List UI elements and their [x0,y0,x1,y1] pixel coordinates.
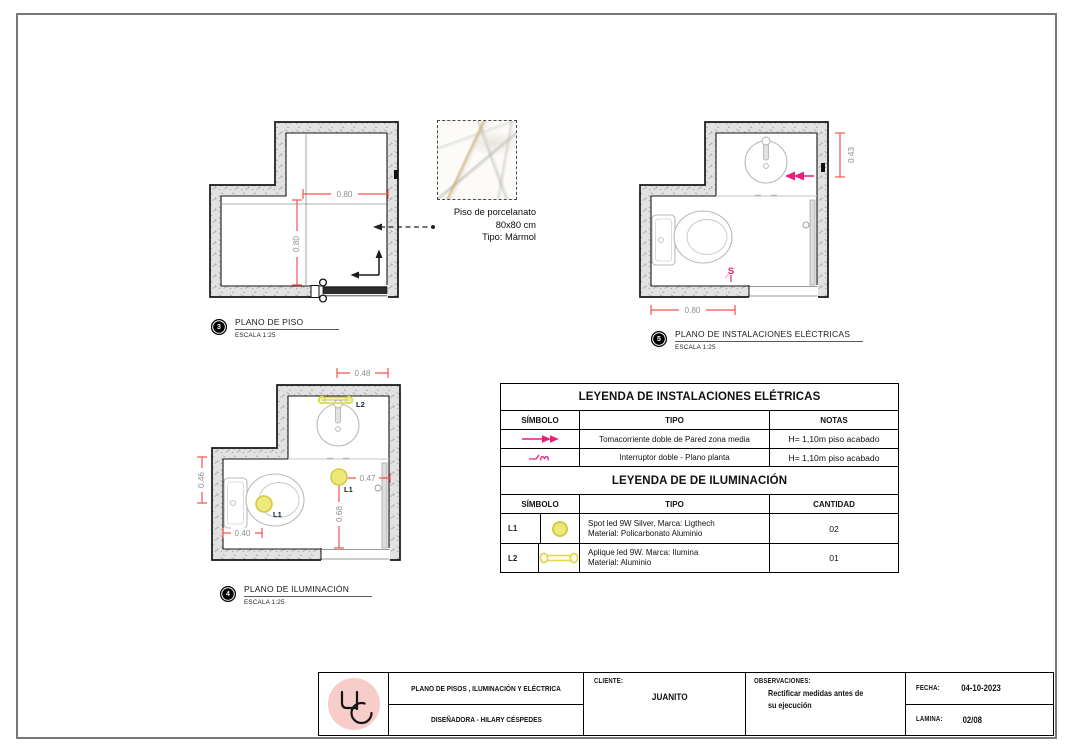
hc-monogram-logo-icon [326,676,382,732]
observations-line: su ejecución [768,699,812,710]
column-header-simbolo: SÍMBOLO [501,411,580,429]
legend-row-switch [501,448,898,466]
legend-row-spot-led [501,513,898,543]
luminaire-code: L2 [501,544,539,572]
observations-line: Rectificar medidas antes de [768,688,864,698]
date-value: 04-10-2023 [960,683,1001,694]
outlet-symbol [785,172,814,181]
sheet-label: LAMINA: [916,716,943,724]
plan-number: 4 [226,590,230,598]
column-header-cantidad: CANTIDAD [813,499,855,509]
electrical-plan-drawing [622,108,862,323]
column-header-simbolo: SÍMBOLO [501,495,580,513]
legend-table [500,383,899,573]
logo-cell [319,673,389,735]
legend-notes: H= 1,10m piso acabado [788,434,880,444]
project-title-cell [389,673,584,735]
dimension-height [292,200,303,285]
plan-number-badge [651,331,667,347]
legend-lighting-title: LEYENDA DE DE ILUMINACIÓN [501,466,898,494]
observations-label: OBSERVACIONES: [754,678,811,685]
dim-label: 0.40 [234,529,251,538]
plan-scale: ESCALA 1:25 [244,599,285,606]
dim-label: 0.43 [847,147,856,163]
sink [745,137,787,196]
legend-row-outlet [501,429,898,448]
dim-label: 0.80 [336,190,353,199]
plan-number: 5 [657,335,661,343]
spot-light-L1 [331,469,347,485]
aplique-led-icon [539,550,579,566]
client-cell [584,673,746,735]
tile-grid-lines [221,133,387,286]
legend-row-aplique-led [501,543,898,572]
wall-outlet-box [394,170,398,179]
plan-number-badge [211,319,227,335]
electrical-plan-label [651,329,863,351]
sheet-border [16,13,1057,739]
title-block [318,672,1054,736]
luminaire-label-L1: L1 [344,485,353,494]
dimension-left [197,457,208,503]
lighting-plan-label [220,584,372,606]
dim-label: 0.80 [292,236,301,252]
sheet-value: 02/08 [962,714,982,725]
client-label: CLIENTE: [594,678,624,685]
legend-type-line: Spot led 9W Silver, Marca: Ligthech [588,518,715,528]
dimension-width [303,189,388,200]
column-header-notas: NOTAS [820,415,848,425]
switch-symbol [725,266,734,282]
legend-type-line: Material: Aluminio [588,558,652,567]
legend-type: Interruptor doble - Plano planta [580,449,770,466]
dim-label: 0.46 [197,472,206,488]
legend-notes: H= 1,10m piso acabado [788,452,880,463]
spot-light-L1 [256,496,272,512]
legend-type-line: Aplique led 9W. Marca: Ilumina [588,548,699,557]
legend-electrical-title: LEYENDA DE INSTALACIONES ELÉTRICAS [578,391,821,403]
tile-note-line: Tipo: Mármol [482,232,536,242]
sink [317,400,359,459]
dim-label: 0.48 [354,369,371,378]
date-label: FECHA: [916,684,940,692]
column-header-tipo: TIPO [580,495,770,513]
floor-plan-label [211,317,339,339]
toilet [652,211,732,265]
floor-direction-arrows [351,250,383,279]
dimension-right [835,133,856,177]
spot-led-icon [551,520,569,538]
client-name: JUANITO [651,692,688,703]
luminaire-label-L1: L1 [273,510,282,519]
wall-sconce-L2 [319,397,353,404]
luminaire-label-L2: L2 [356,400,365,409]
dim-label: 0.47 [359,474,376,483]
lighting-plan-drawing [194,360,444,578]
dimension-top [337,368,388,379]
dimension-bottom-left [223,528,262,539]
plan-scale: ESCALA 1:25 [675,344,716,351]
legend-qty: 02 [829,523,839,534]
shower-glass-door [803,200,815,285]
legend-type: Tomacorriente doble de Pared zona media [580,430,770,448]
bathroom-walls [210,122,398,297]
tile-note [418,206,536,244]
svg-text:S: S [727,266,735,277]
project-title: PLANO DE PISOS , ILUMINACIÓN Y ELÉCTRICA [411,683,561,693]
legend-type-line: Material: Policarbonato Aluminio [588,528,703,538]
plan-title: PLANO DE INSTALACIONES ELÉCTRICAS [675,329,863,342]
dim-label: 0.68 [335,506,344,522]
porcelain-tile-sample [437,120,517,200]
plan-number-badge [220,586,236,602]
outlet-symbol-icon [520,434,560,444]
door-jamb [311,286,319,298]
column-header-tipo: TIPO [580,411,770,429]
wall-outlet-box [821,163,825,172]
dim-label: 0.80 [684,306,701,315]
tile-note-line: Piso de porcelanato [453,207,536,217]
plan-title: PLANO DE ILUMINACIÓN [244,584,372,597]
dimension-height [334,478,345,548]
switch-symbol-icon [527,451,553,464]
designer-name: DISEÑADORA - HILARY CÉSPEDES [430,715,542,725]
dimension-bottom [651,305,735,316]
legend-qty: 01 [829,553,839,563]
floor-plan-drawing [192,108,438,308]
plan-title: PLANO DE PISO [235,317,339,330]
luminaire-code: L1 [501,514,541,543]
tile-note-line: 80x80 cm [495,219,536,230]
plan-scale: ESCALA 1:25 [235,332,276,339]
date-sheet-cell [906,673,1053,735]
observations-cell [746,673,906,735]
plan-number: 3 [217,323,221,331]
